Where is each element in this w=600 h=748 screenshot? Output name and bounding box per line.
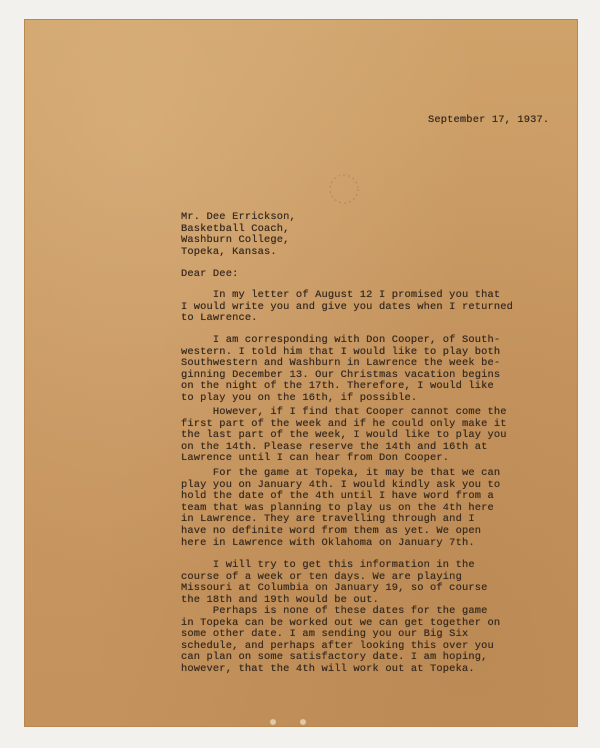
paragraph-line: on the 14th. Please reserve the 14th and 16th at bbox=[181, 440, 488, 453]
paragraph-line: first part of the week and if he could only make it bbox=[181, 417, 507, 430]
paragraph-line: in Lawrence. They are travelling through and I bbox=[181, 513, 475, 526]
address-line: Basketball Coach, bbox=[181, 222, 290, 235]
paragraph-line: I will try to get this information in the bbox=[181, 559, 475, 571]
paragraph-line: play you on January 4th. I would kindly ask you to bbox=[181, 478, 501, 491]
letter-page bbox=[24, 19, 578, 727]
paragraph-line: However, if I find that Cooper cannot come the bbox=[181, 406, 507, 418]
paragraph-4 bbox=[181, 468, 500, 549]
address-line: Topeka, Kansas. bbox=[181, 245, 277, 258]
paragraph-line: the 18th and 19th would be out. bbox=[181, 593, 379, 606]
address-line: Mr. Dee Errickson, bbox=[181, 211, 296, 223]
paragraph-line: on the night of the 17th. Therefore, I would like bbox=[181, 380, 494, 393]
paragraph-3 bbox=[181, 407, 507, 465]
paragraph-line: For the game at Topeka, it may be that we can bbox=[181, 467, 501, 479]
paragraph-line: Lawrence until I can hear from Don Cooper. bbox=[181, 452, 450, 465]
paragraph-line: course of a week or ten days. We are playing bbox=[181, 570, 462, 583]
paragraph-line: Southwestern and Washburn in Lawrence the week be- bbox=[181, 357, 501, 370]
punch-hole-mark bbox=[270, 719, 276, 725]
paragraph-line: schedule, and perhaps after looking this over you bbox=[181, 639, 494, 652]
paragraph-line: western. I told him that I would like to play both bbox=[181, 345, 501, 358]
paragraph-line: however, that the 4th will work out at Topeka. bbox=[181, 662, 475, 675]
recipient-address bbox=[181, 212, 296, 258]
paragraph-1 bbox=[181, 290, 513, 325]
paragraph-5 bbox=[181, 560, 488, 606]
faint-stamp-mark bbox=[324, 169, 364, 209]
paragraph-line: to play you on the 16th, if possible. bbox=[181, 391, 418, 404]
address-line: Washburn College, bbox=[181, 234, 290, 247]
paragraph-line: hold the date of the 4th until I have word from a bbox=[181, 490, 494, 503]
paragraph-line: I am corresponding with Don Cooper, of South- bbox=[181, 334, 501, 346]
letter-date: September 17, 1937. bbox=[428, 114, 550, 126]
paragraph-line: to Lawrence. bbox=[181, 312, 258, 325]
salutation: Dear Dee: bbox=[181, 268, 239, 280]
paragraph-line: ginning December 13. Our Christmas vacation begins bbox=[181, 368, 501, 381]
paragraph-2 bbox=[181, 335, 500, 405]
paragraph-line: in Topeka can be worked out we can get together on bbox=[181, 616, 501, 629]
paragraph-line: have no definite word from them as yet. We open bbox=[181, 524, 482, 537]
paragraph-6 bbox=[181, 606, 500, 676]
paragraph-line: Missouri at Columbia on January 19, so of course bbox=[181, 582, 488, 595]
paragraph-line: can plan on some satisfactory date. I am hoping, bbox=[181, 651, 488, 664]
paragraph-line: some other date. I am sending you our Big Six bbox=[181, 628, 469, 641]
paragraph-line: In my letter of August 12 I promised you that bbox=[181, 289, 501, 301]
paragraph-line: the last part of the week, I would like to play you bbox=[181, 429, 507, 442]
paragraph-line: team that was planning to play us on the 4th here bbox=[181, 501, 494, 514]
paragraph-line: I would write you and give you dates when I returned bbox=[181, 300, 514, 313]
paragraph-line: here in Lawrence with Oklahoma on January 7th. bbox=[181, 536, 475, 549]
punch-hole-mark bbox=[300, 719, 306, 725]
paragraph-line: Perhaps is none of these dates for the game bbox=[181, 605, 488, 617]
